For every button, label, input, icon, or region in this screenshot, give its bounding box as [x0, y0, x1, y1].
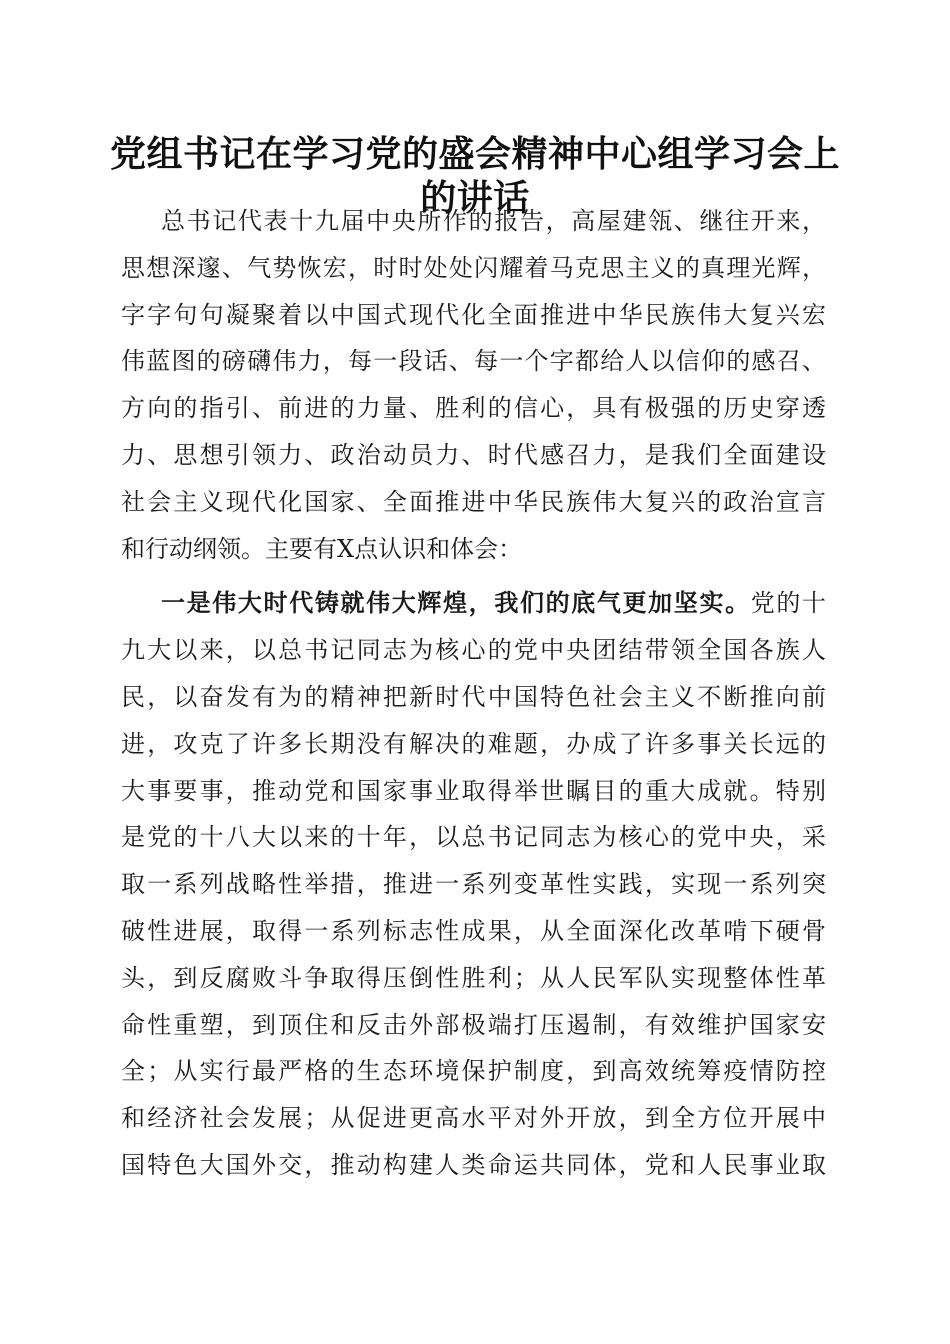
paragraph-line: 总书记代表十九届中央所作的报告，高屋建瓴、继往开来，: [161, 207, 826, 235]
paragraph-line: 取一系列战略性举措，推进一系列变革性实践，实现一系列突: [121, 870, 826, 899]
paragraph-intro: [121, 198, 826, 572]
paragraph-first-line: [121, 580, 826, 627]
paragraph-line: 和经济社会发展；从促进更高水平对外开放，到全方位开展中: [121, 1104, 826, 1133]
paragraph-line: 大事要事，推动党和国家事业取得举世瞩目的重大成就。特别: [121, 776, 826, 805]
paragraph-gap: [121, 572, 826, 580]
paragraph-line: 九大以来，以总书记同志为核心的党中央团结带领全国各族人: [121, 636, 826, 665]
paragraph-line: 破性进展，取得一系列标志性成果，从全面深化改革啃下硬骨: [121, 916, 826, 945]
paragraph-line: 头，到反腐败斗争取得压倒性胜利；从人民军队实现整体性革: [121, 963, 826, 992]
paragraph-line: 是党的十八大以来的十年，以总书记同志为核心的党中央，采: [121, 823, 826, 852]
paragraph-line: 力、思想引领力、政治动员力、时代感召力，是我们全面建设: [121, 440, 826, 469]
paragraph-line: 命性重塑，到顶住和反击外部极端打压遏制，有效维护国家安: [121, 1010, 826, 1039]
paragraph-line: 社会主义现代化国家、全面推进中华民族伟大复兴的政治宣言: [121, 487, 826, 516]
title-line-2: 的讲话: [420, 177, 530, 219]
document-body: [121, 198, 826, 1189]
paragraph-line: 民，以奋发有为的精神把新时代中国特色社会主义不断推向前: [121, 682, 826, 711]
paragraph-line: 国特色大国外交，推动构建人类命运共同体，党和人民事业取: [121, 1150, 826, 1179]
point-heading: 一是伟大时代铸就伟大辉煌，我们的底气更加坚实。: [161, 588, 751, 618]
paragraph-line: 全；从实行最严格的生态环境保护制度，到高效统筹疫情防控: [121, 1057, 826, 1086]
paragraph-point-one: [121, 580, 826, 1188]
paragraph-line: 字字句句凝聚着以中国式现代化全面推进中华民族伟大复兴宏: [121, 300, 826, 329]
point-first-line-rest: 党的十: [750, 589, 826, 618]
paragraph-line: 思想深邃、气势恢宏，时时处处闪耀着马克思主义的真理光辉，: [121, 253, 826, 282]
paragraph-line: 方向的指引、前进的力量、胜利的信心，具有极强的历史穿透: [121, 394, 826, 423]
title-line-1: 党组书记在学习党的盛会精神中心组学习会上: [109, 133, 840, 175]
paragraph-line: 和行动纲领。主要有X点认识和体会：: [121, 534, 523, 563]
paragraph-line: 伟蓝图的磅礴伟力，每一段话、每一个字都给人以信仰的感召、: [121, 347, 826, 376]
paragraph-line: 进，攻克了许多长期没有解决的难题，办成了许多事关长远的: [121, 729, 826, 758]
